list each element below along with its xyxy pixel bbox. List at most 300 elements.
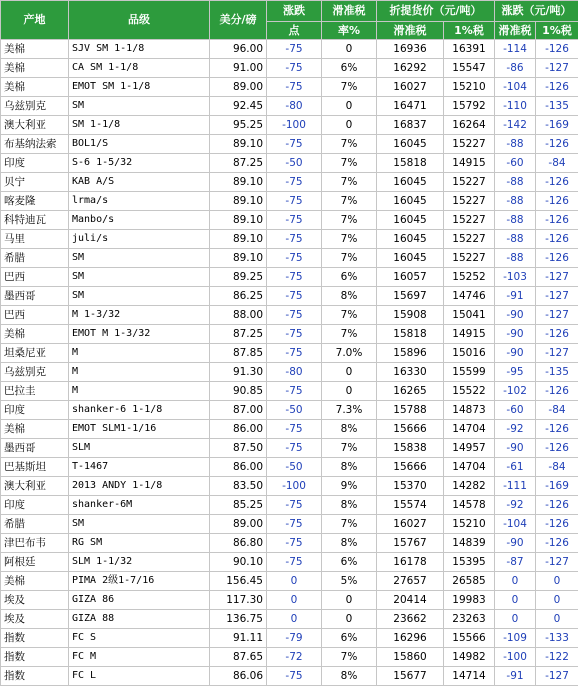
- price-slide-tax-cell: 15788: [377, 401, 444, 420]
- points-change-cell: -75: [267, 59, 322, 78]
- change-slide-tax-cell: -90: [495, 306, 536, 325]
- table-row: [1, 116, 578, 135]
- price-one-pct-cell: 15395: [444, 553, 495, 572]
- grade-cell: RG SM: [69, 534, 210, 553]
- tax-rate-cell: 6%: [322, 268, 377, 287]
- header-price-slide-tax: 滑准税: [377, 22, 444, 40]
- grade-cell: SLM: [69, 439, 210, 458]
- grade-cell: CA SM 1-1/8: [69, 59, 210, 78]
- header-yuan-change: 涨跌（元/吨）: [495, 1, 578, 22]
- origin-cell: 印度: [1, 496, 69, 515]
- tax-rate-cell: 7%: [322, 192, 377, 211]
- change-one-pct-cell: 0: [536, 610, 578, 629]
- header-usd-per-lb: 美分/磅: [210, 1, 267, 40]
- change-one-pct-cell: -126: [536, 173, 578, 192]
- change-slide-tax-cell: -60: [495, 401, 536, 420]
- grade-cell: SM: [69, 249, 210, 268]
- grade-cell: 2013 ANDY 1-1/8: [69, 477, 210, 496]
- origin-cell: 埃及: [1, 591, 69, 610]
- header-change-top: 涨跌: [267, 1, 322, 22]
- price-one-pct-cell: 15210: [444, 78, 495, 97]
- origin-cell: 美棉: [1, 59, 69, 78]
- price-slide-tax-cell: 15818: [377, 154, 444, 173]
- change-slide-tax-cell: -91: [495, 667, 536, 686]
- origin-cell: 巴西: [1, 306, 69, 325]
- usd-price-cell: 91.11: [210, 629, 267, 648]
- change-slide-tax-cell: -90: [495, 534, 536, 553]
- usd-price-cell: 91.00: [210, 59, 267, 78]
- change-one-pct-cell: -84: [536, 401, 578, 420]
- grade-cell: SM: [69, 97, 210, 116]
- origin-cell: 科特迪瓦: [1, 211, 69, 230]
- price-one-pct-cell: 15210: [444, 515, 495, 534]
- change-slide-tax-cell: -90: [495, 325, 536, 344]
- change-slide-tax-cell: -90: [495, 344, 536, 363]
- change-slide-tax-cell: -92: [495, 420, 536, 439]
- table-row: [1, 173, 578, 192]
- change-slide-tax-cell: -103: [495, 268, 536, 287]
- change-one-pct-cell: -127: [536, 59, 578, 78]
- change-slide-tax-cell: -110: [495, 97, 536, 116]
- change-slide-tax-cell: -111: [495, 477, 536, 496]
- points-change-cell: -75: [267, 287, 322, 306]
- price-slide-tax-cell: 16045: [377, 135, 444, 154]
- change-slide-tax-cell: -87: [495, 553, 536, 572]
- usd-price-cell: 96.00: [210, 40, 267, 59]
- price-slide-tax-cell: 15908: [377, 306, 444, 325]
- table-row: [1, 458, 578, 477]
- points-change-cell: -75: [267, 515, 322, 534]
- tax-rate-cell: 7%: [322, 515, 377, 534]
- usd-price-cell: 156.45: [210, 572, 267, 591]
- price-one-pct-cell: 14282: [444, 477, 495, 496]
- change-one-pct-cell: -127: [536, 287, 578, 306]
- tax-rate-cell: 8%: [322, 420, 377, 439]
- tax-rate-cell: 7%: [322, 306, 377, 325]
- tax-rate-cell: 0: [322, 116, 377, 135]
- price-slide-tax-cell: 15677: [377, 667, 444, 686]
- origin-cell: 澳大利亚: [1, 116, 69, 135]
- usd-price-cell: 87.00: [210, 401, 267, 420]
- header-grade: 品级: [69, 1, 210, 40]
- origin-cell: 美棉: [1, 40, 69, 59]
- change-one-pct-cell: -127: [536, 344, 578, 363]
- usd-price-cell: 90.85: [210, 382, 267, 401]
- usd-price-cell: 85.25: [210, 496, 267, 515]
- points-change-cell: -75: [267, 496, 322, 515]
- change-one-pct-cell: -169: [536, 116, 578, 135]
- price-one-pct-cell: 14957: [444, 439, 495, 458]
- origin-cell: 阿根廷: [1, 553, 69, 572]
- points-change-cell: -80: [267, 363, 322, 382]
- change-one-pct-cell: -122: [536, 648, 578, 667]
- header-origin: 产地: [1, 1, 69, 40]
- change-one-pct-cell: -127: [536, 553, 578, 572]
- tax-rate-cell: 6%: [322, 59, 377, 78]
- points-change-cell: -75: [267, 667, 322, 686]
- change-slide-tax-cell: -88: [495, 192, 536, 211]
- change-slide-tax-cell: -61: [495, 458, 536, 477]
- price-slide-tax-cell: 15838: [377, 439, 444, 458]
- usd-price-cell: 89.10: [210, 230, 267, 249]
- origin-cell: 墨西哥: [1, 287, 69, 306]
- change-slide-tax-cell: 0: [495, 591, 536, 610]
- price-slide-tax-cell: 27657: [377, 572, 444, 591]
- price-one-pct-cell: 16264: [444, 116, 495, 135]
- tax-rate-cell: 7%: [322, 439, 377, 458]
- grade-cell: FC L: [69, 667, 210, 686]
- change-slide-tax-cell: 0: [495, 572, 536, 591]
- table-row: [1, 211, 578, 230]
- points-change-cell: -72: [267, 648, 322, 667]
- points-change-cell: -75: [267, 306, 322, 325]
- price-slide-tax-cell: 16045: [377, 230, 444, 249]
- price-one-pct-cell: 14578: [444, 496, 495, 515]
- usd-price-cell: 91.30: [210, 363, 267, 382]
- grade-cell: juli/s: [69, 230, 210, 249]
- price-one-pct-cell: 15227: [444, 135, 495, 154]
- price-one-pct-cell: 14704: [444, 420, 495, 439]
- price-slide-tax-cell: 16265: [377, 382, 444, 401]
- points-change-cell: -75: [267, 439, 322, 458]
- usd-price-cell: 89.10: [210, 249, 267, 268]
- table-row: [1, 591, 578, 610]
- table-row: [1, 135, 578, 154]
- table-row: [1, 97, 578, 116]
- price-slide-tax-cell: 16837: [377, 116, 444, 135]
- price-one-pct-cell: 26585: [444, 572, 495, 591]
- table-row: [1, 306, 578, 325]
- price-one-pct-cell: 14915: [444, 325, 495, 344]
- origin-cell: 美棉: [1, 325, 69, 344]
- tax-rate-cell: 7%: [322, 211, 377, 230]
- table-header: [1, 1, 578, 40]
- table-row: [1, 401, 578, 420]
- tax-rate-cell: 0: [322, 382, 377, 401]
- table-row: [1, 420, 578, 439]
- points-change-cell: -75: [267, 534, 322, 553]
- origin-cell: 美棉: [1, 78, 69, 97]
- price-one-pct-cell: 15792: [444, 97, 495, 116]
- usd-price-cell: 86.00: [210, 458, 267, 477]
- points-change-cell: -79: [267, 629, 322, 648]
- change-one-pct-cell: -84: [536, 458, 578, 477]
- grade-cell: FC M: [69, 648, 210, 667]
- points-change-cell: -50: [267, 401, 322, 420]
- usd-price-cell: 89.10: [210, 173, 267, 192]
- grade-cell: EMOT SM 1-1/8: [69, 78, 210, 97]
- price-one-pct-cell: 15252: [444, 268, 495, 287]
- change-slide-tax-cell: -60: [495, 154, 536, 173]
- usd-price-cell: 89.10: [210, 135, 267, 154]
- grade-cell: Manbo/s: [69, 211, 210, 230]
- change-slide-tax-cell: -142: [495, 116, 536, 135]
- change-one-pct-cell: -126: [536, 230, 578, 249]
- grade-cell: BOL1/S: [69, 135, 210, 154]
- usd-price-cell: 87.25: [210, 325, 267, 344]
- usd-price-cell: 90.10: [210, 553, 267, 572]
- change-slide-tax-cell: -114: [495, 40, 536, 59]
- table-row: [1, 268, 578, 287]
- usd-price-cell: 83.50: [210, 477, 267, 496]
- table-row: [1, 382, 578, 401]
- grade-cell: EMOT M 1-3/32: [69, 325, 210, 344]
- origin-cell: 印度: [1, 154, 69, 173]
- table-row: [1, 363, 578, 382]
- change-one-pct-cell: -127: [536, 667, 578, 686]
- grade-cell: M: [69, 363, 210, 382]
- origin-cell: 马里: [1, 230, 69, 249]
- price-slide-tax-cell: 15818: [377, 325, 444, 344]
- change-one-pct-cell: -127: [536, 268, 578, 287]
- grade-cell: shanker-6 1-1/8: [69, 401, 210, 420]
- price-slide-tax-cell: 16296: [377, 629, 444, 648]
- change-one-pct-cell: -169: [536, 477, 578, 496]
- change-slide-tax-cell: -102: [495, 382, 536, 401]
- change-one-pct-cell: -126: [536, 78, 578, 97]
- points-change-cell: -75: [267, 382, 322, 401]
- change-one-pct-cell: -126: [536, 135, 578, 154]
- tax-rate-cell: 0: [322, 363, 377, 382]
- change-one-pct-cell: -126: [536, 192, 578, 211]
- change-one-pct-cell: -135: [536, 97, 578, 116]
- points-change-cell: -75: [267, 135, 322, 154]
- origin-cell: 指数: [1, 629, 69, 648]
- change-one-pct-cell: -133: [536, 629, 578, 648]
- table-row: [1, 515, 578, 534]
- change-one-pct-cell: -126: [536, 420, 578, 439]
- price-one-pct-cell: 14915: [444, 154, 495, 173]
- table-row: [1, 78, 578, 97]
- price-one-pct-cell: 15041: [444, 306, 495, 325]
- table-row: [1, 667, 578, 686]
- grade-cell: SM: [69, 268, 210, 287]
- price-slide-tax-cell: 16045: [377, 211, 444, 230]
- tax-rate-cell: 0: [322, 610, 377, 629]
- grade-cell: SM: [69, 515, 210, 534]
- origin-cell: 指数: [1, 667, 69, 686]
- tax-rate-cell: 6%: [322, 553, 377, 572]
- tax-rate-cell: 7%: [322, 249, 377, 268]
- price-one-pct-cell: 19983: [444, 591, 495, 610]
- price-slide-tax-cell: 16178: [377, 553, 444, 572]
- origin-cell: 巴基斯坦: [1, 458, 69, 477]
- table-row: [1, 496, 578, 515]
- change-one-pct-cell: -126: [536, 249, 578, 268]
- origin-cell: 津巴布韦: [1, 534, 69, 553]
- change-one-pct-cell: 0: [536, 572, 578, 591]
- price-one-pct-cell: 15227: [444, 211, 495, 230]
- grade-cell: SM 1-1/8: [69, 116, 210, 135]
- change-slide-tax-cell: -91: [495, 287, 536, 306]
- change-slide-tax-cell: -88: [495, 211, 536, 230]
- price-slide-tax-cell: 15767: [377, 534, 444, 553]
- points-change-cell: 0: [267, 610, 322, 629]
- price-one-pct-cell: 14714: [444, 667, 495, 686]
- origin-cell: 希腊: [1, 249, 69, 268]
- price-slide-tax-cell: 15574: [377, 496, 444, 515]
- origin-cell: 乌兹别克: [1, 363, 69, 382]
- tax-rate-cell: 0: [322, 591, 377, 610]
- table-row: [1, 154, 578, 173]
- origin-cell: 巴西: [1, 268, 69, 287]
- tax-rate-cell: 8%: [322, 287, 377, 306]
- tax-rate-cell: 7%: [322, 154, 377, 173]
- tax-rate-cell: 7%: [322, 135, 377, 154]
- grade-cell: PIMA 2级1-7/16: [69, 572, 210, 591]
- points-change-cell: -80: [267, 97, 322, 116]
- points-change-cell: -75: [267, 325, 322, 344]
- change-one-pct-cell: 0: [536, 591, 578, 610]
- points-change-cell: 0: [267, 572, 322, 591]
- price-one-pct-cell: 23263: [444, 610, 495, 629]
- price-slide-tax-cell: 16936: [377, 40, 444, 59]
- origin-cell: 美棉: [1, 572, 69, 591]
- points-change-cell: -75: [267, 249, 322, 268]
- table-row: [1, 534, 578, 553]
- points-change-cell: -75: [267, 268, 322, 287]
- tax-rate-cell: 8%: [322, 534, 377, 553]
- header-change-one-pct: 1%税: [536, 22, 578, 40]
- table-row: [1, 287, 578, 306]
- header-change-bottom: 点: [267, 22, 322, 40]
- header-converted-price: 折提货价（元/吨）: [377, 1, 495, 22]
- price-one-pct-cell: 14746: [444, 287, 495, 306]
- usd-price-cell: 86.00: [210, 420, 267, 439]
- change-slide-tax-cell: -92: [495, 496, 536, 515]
- tax-rate-cell: 0: [322, 97, 377, 116]
- usd-price-cell: 136.75: [210, 610, 267, 629]
- grade-cell: KAB A/S: [69, 173, 210, 192]
- table-row: [1, 40, 578, 59]
- origin-cell: 澳大利亚: [1, 477, 69, 496]
- origin-cell: 乌兹别克: [1, 97, 69, 116]
- change-slide-tax-cell: -90: [495, 439, 536, 458]
- change-one-pct-cell: -126: [536, 325, 578, 344]
- origin-cell: 印度: [1, 401, 69, 420]
- tax-rate-cell: 7.0%: [322, 344, 377, 363]
- change-slide-tax-cell: -88: [495, 230, 536, 249]
- change-one-pct-cell: -126: [536, 211, 578, 230]
- points-change-cell: -75: [267, 40, 322, 59]
- price-slide-tax-cell: 23662: [377, 610, 444, 629]
- change-one-pct-cell: -126: [536, 382, 578, 401]
- price-one-pct-cell: 15227: [444, 249, 495, 268]
- grade-cell: M: [69, 382, 210, 401]
- price-slide-tax-cell: 16330: [377, 363, 444, 382]
- table-row: [1, 477, 578, 496]
- price-one-pct-cell: 15566: [444, 629, 495, 648]
- change-one-pct-cell: -126: [536, 534, 578, 553]
- grade-cell: GIZA 88: [69, 610, 210, 629]
- price-one-pct-cell: 15522: [444, 382, 495, 401]
- tax-rate-cell: 7%: [322, 325, 377, 344]
- usd-price-cell: 86.06: [210, 667, 267, 686]
- price-one-pct-cell: 14982: [444, 648, 495, 667]
- price-slide-tax-cell: 16471: [377, 97, 444, 116]
- points-change-cell: -75: [267, 230, 322, 249]
- table-row: [1, 230, 578, 249]
- header-tax-top: 滑准税: [322, 1, 377, 22]
- tax-rate-cell: 8%: [322, 458, 377, 477]
- header-change-slide-tax: 滑准税: [495, 22, 536, 40]
- table-body: [1, 40, 578, 686]
- usd-price-cell: 89.00: [210, 515, 267, 534]
- price-one-pct-cell: 15227: [444, 192, 495, 211]
- points-change-cell: -75: [267, 173, 322, 192]
- grade-cell: S-6 1-5/32: [69, 154, 210, 173]
- points-change-cell: -75: [267, 420, 322, 439]
- grade-cell: SLM 1-1/32: [69, 553, 210, 572]
- header-price-one-pct: 1%税: [444, 22, 495, 40]
- price-one-pct-cell: 16391: [444, 40, 495, 59]
- change-slide-tax-cell: -88: [495, 249, 536, 268]
- grade-cell: lrma/s: [69, 192, 210, 211]
- usd-price-cell: 89.10: [210, 192, 267, 211]
- change-slide-tax-cell: -88: [495, 173, 536, 192]
- grade-cell: M: [69, 344, 210, 363]
- table-row: [1, 439, 578, 458]
- origin-cell: 希腊: [1, 515, 69, 534]
- points-change-cell: -50: [267, 154, 322, 173]
- grade-cell: SM: [69, 287, 210, 306]
- tax-rate-cell: 0: [322, 40, 377, 59]
- change-slide-tax-cell: -104: [495, 78, 536, 97]
- points-change-cell: -50: [267, 458, 322, 477]
- usd-price-cell: 86.80: [210, 534, 267, 553]
- table-row: [1, 610, 578, 629]
- origin-cell: 指数: [1, 648, 69, 667]
- points-change-cell: 0: [267, 591, 322, 610]
- price-slide-tax-cell: 15896: [377, 344, 444, 363]
- tax-rate-cell: 6%: [322, 629, 377, 648]
- grade-cell: FC S: [69, 629, 210, 648]
- origin-cell: 巴拉圭: [1, 382, 69, 401]
- table-row: [1, 344, 578, 363]
- change-one-pct-cell: -126: [536, 439, 578, 458]
- change-one-pct-cell: -135: [536, 363, 578, 382]
- grade-cell: GIZA 86: [69, 591, 210, 610]
- price-slide-tax-cell: 16292: [377, 59, 444, 78]
- grade-cell: T-1467: [69, 458, 210, 477]
- table-row: [1, 553, 578, 572]
- origin-cell: 美棉: [1, 420, 69, 439]
- change-slide-tax-cell: -104: [495, 515, 536, 534]
- tax-rate-cell: 7%: [322, 173, 377, 192]
- grade-cell: shanker-6M: [69, 496, 210, 515]
- table-row: [1, 192, 578, 211]
- price-slide-tax-cell: 15666: [377, 458, 444, 477]
- usd-price-cell: 89.00: [210, 78, 267, 97]
- price-slide-tax-cell: 20414: [377, 591, 444, 610]
- price-one-pct-cell: 15227: [444, 173, 495, 192]
- price-one-pct-cell: 15547: [444, 59, 495, 78]
- usd-price-cell: 86.25: [210, 287, 267, 306]
- grade-cell: M 1-3/32: [69, 306, 210, 325]
- price-slide-tax-cell: 15370: [377, 477, 444, 496]
- change-slide-tax-cell: -100: [495, 648, 536, 667]
- price-one-pct-cell: 14839: [444, 534, 495, 553]
- header-tax-bottom: 率%: [322, 22, 377, 40]
- table-row: [1, 648, 578, 667]
- usd-price-cell: 87.65: [210, 648, 267, 667]
- usd-price-cell: 87.85: [210, 344, 267, 363]
- price-slide-tax-cell: 16045: [377, 192, 444, 211]
- change-slide-tax-cell: -88: [495, 135, 536, 154]
- price-one-pct-cell: 14704: [444, 458, 495, 477]
- change-one-pct-cell: -126: [536, 40, 578, 59]
- tax-rate-cell: 7.3%: [322, 401, 377, 420]
